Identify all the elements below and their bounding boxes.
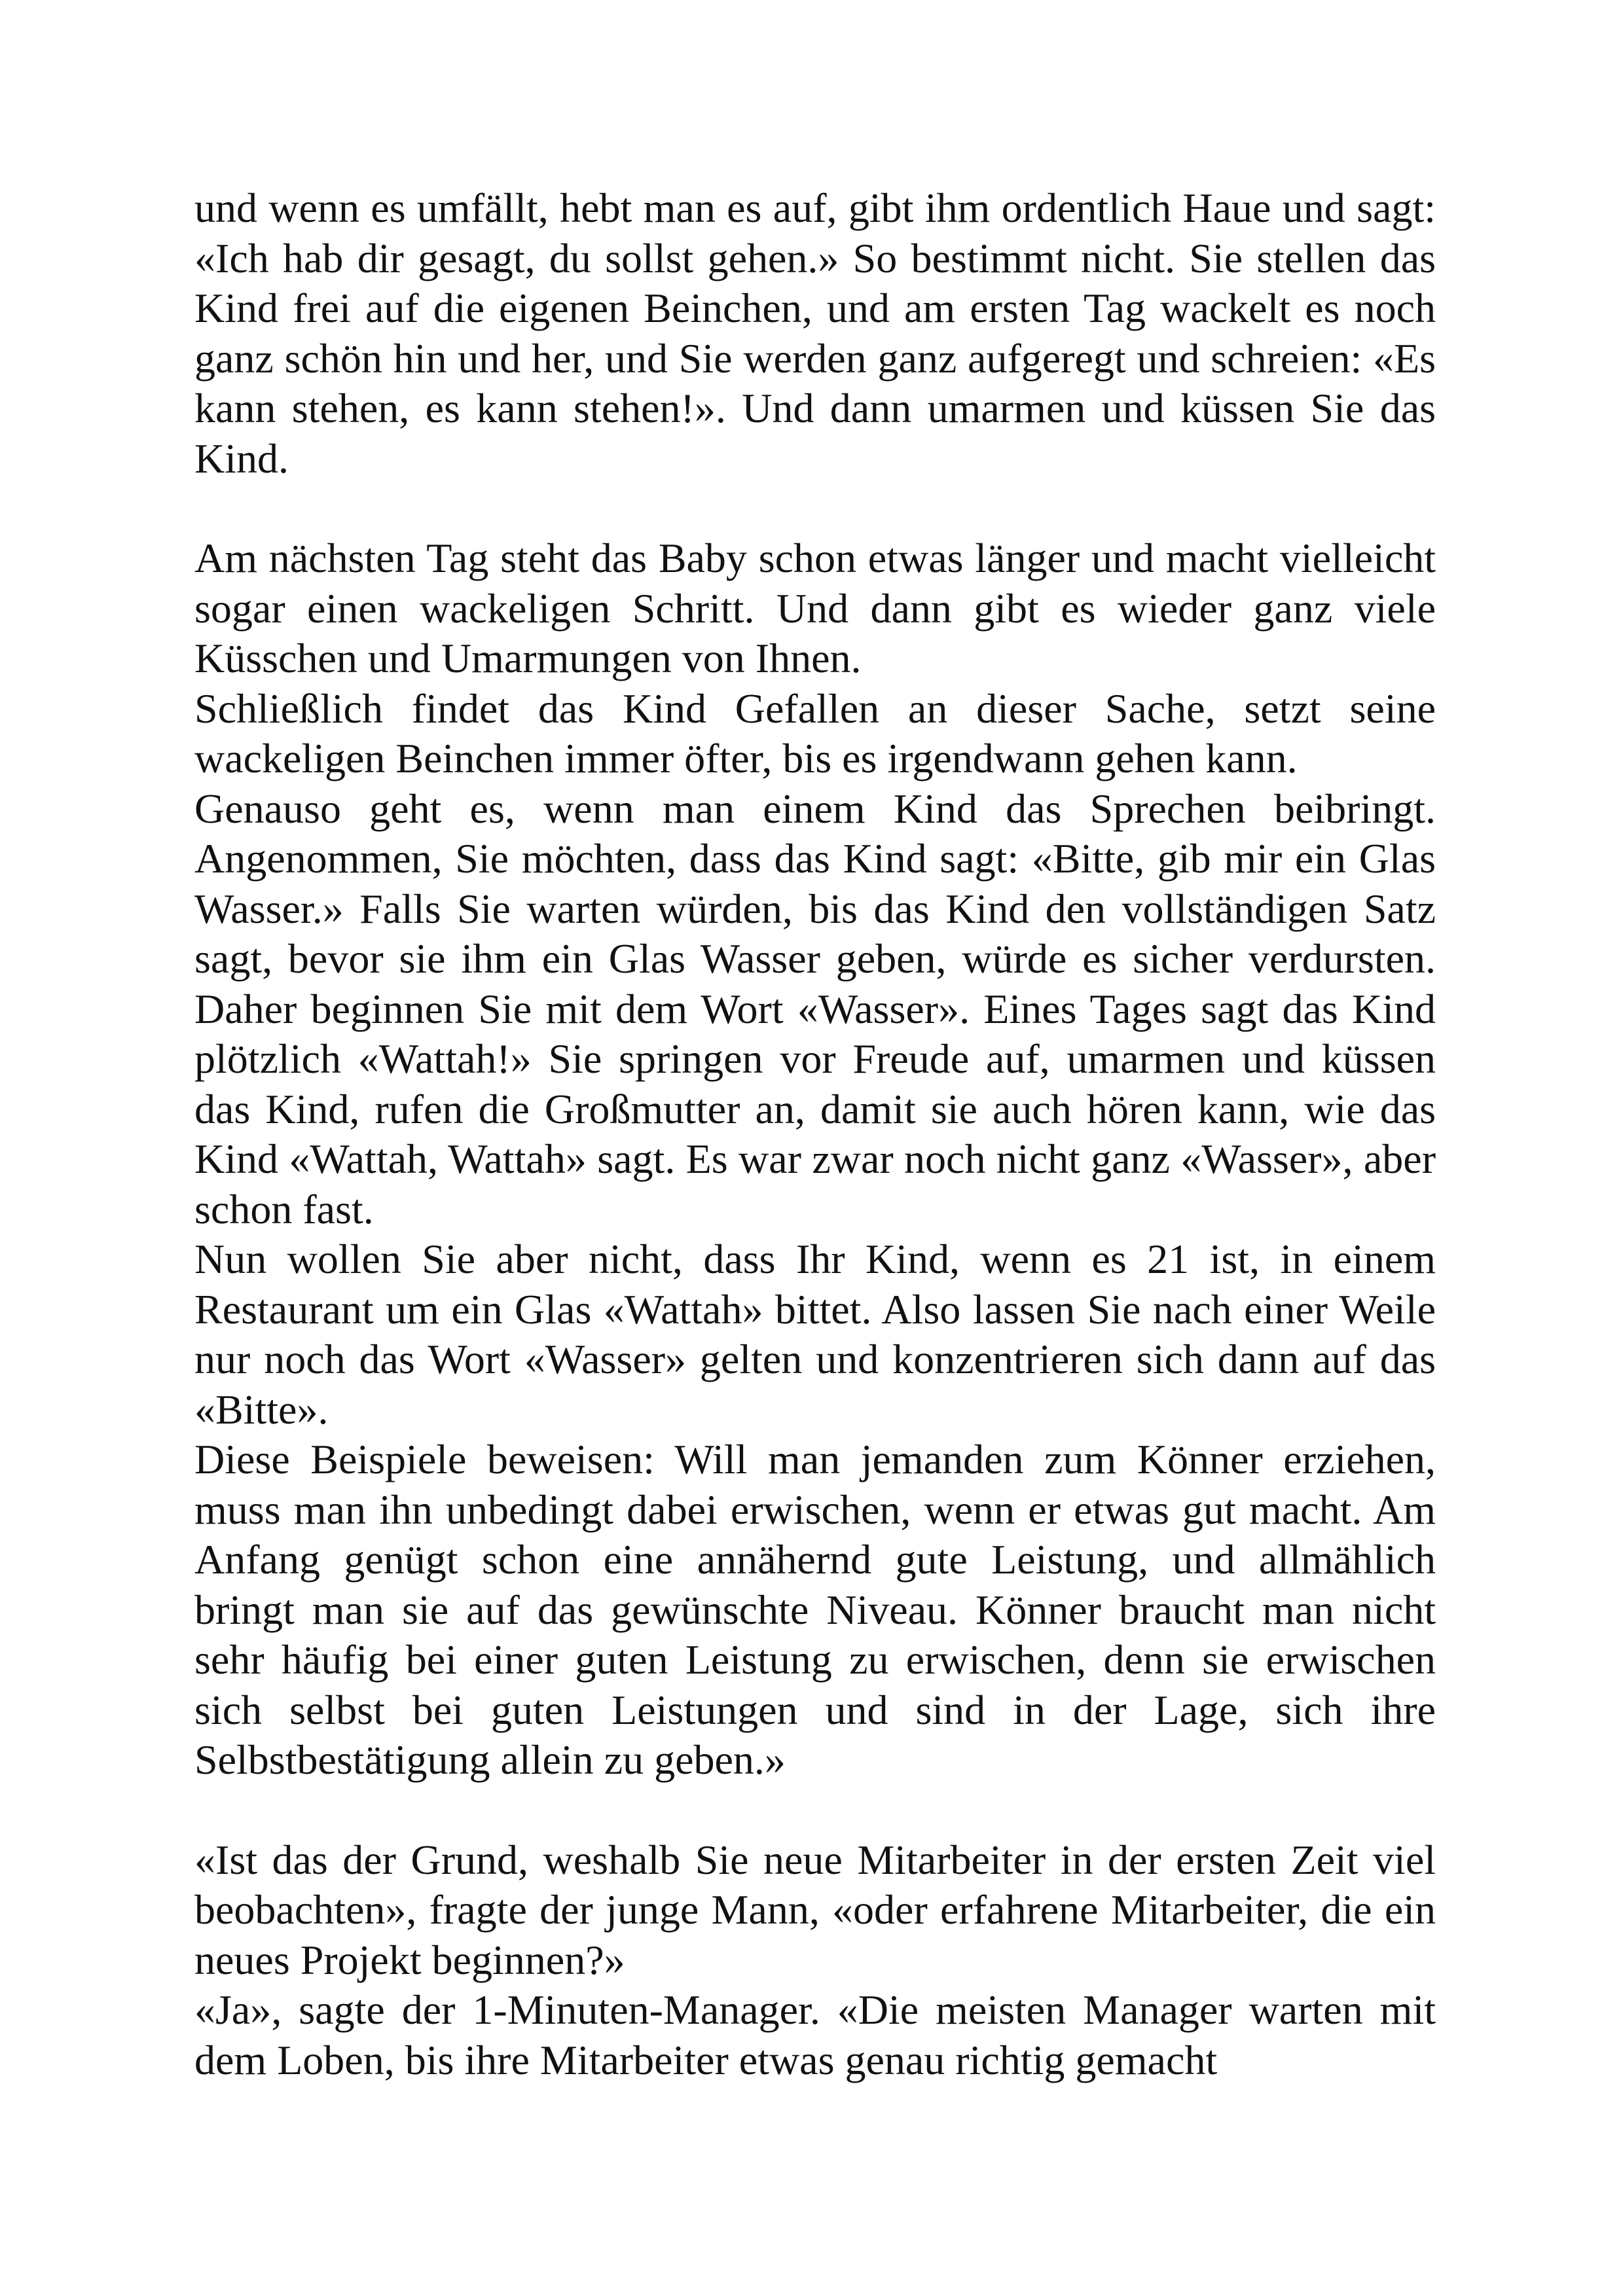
paragraph-6: Diese Beispiele beweisen: Will man jemanden zum Könner erziehen, muss man ihn unbedingt dabei erwischen, wenn er etwas gut macht. Am Anfang genügt schon eine annähernd gute Leistung, und allmählich bringt man sie auf das gewünschte Niveau. Könner braucht man nicht sehr häufig bei einer guten Leistung zu erwischen, denn sie erwischen sich selbst bei guten Leistungen und sind in der Lage, sich ihre Selbstbestätigung allein zu geben.» — [194, 1436, 1436, 1783]
paragraph-1: und wenn es umfällt, hebt man es auf, gibt ihm ordentlich Haue und sagt: «Ich hab dir gesagt, du sollst gehen.» So bestimmt nicht. Sie stellen das Kind frei auf die eigenen Beinchen, und am ersten Tag wackelt es noch ganz schön hin und her, und Sie werden ganz aufgeregt und schreien: «Es kann stehen, es kann stehen!». Und dann umarmen und küssen Sie das Kind. — [194, 185, 1436, 482]
paragraph-4: Genauso geht es, wenn man einem Kind das Sprechen beibringt. Angenommen, Sie möchten, dass das Kind sagt: «Bitte, gib mir ein Glas Wasser.» Falls Sie warten würden, bis das Kind den vollständigen Satz sagt, bevor sie ihm ein Glas Wasser geben, würde es sicher verdursten. Daher beginnen Sie mit dem Wort «Wasser». Eines Tages sagt das Kind plötzlich «Wattah!» Sie springen vor Freude auf, umarmen und küssen das Kind, rufen die Großmutter an, damit sie auch hören kann, wie das Kind «Wattah, Wattah» sagt. Es war zwar noch nicht ganz «Wasser», aber schon fast. — [194, 785, 1436, 1232]
paragraph-8: «Ja», sagte der 1-Minuten-Manager. «Die meisten Manager warten mit dem Loben, bis ihre Mitarbeiter etwas genau richtig gemacht — [194, 1986, 1436, 2083]
paragraph-3: Schließlich findet das Kind Gefallen an dieser Sache, setzt seine wackeligen Beinchen immer öfter, bis es irgendwann gehen kann. — [194, 685, 1436, 781]
document-page — [194, 183, 1436, 2085]
paragraph-2: Am nächsten Tag steht das Baby schon etwas länger und macht vielleicht sogar einen wackeligen Schritt. Und dann gibt es wieder ganz viele Küsschen und Umarmungen von Ihnen. — [194, 535, 1436, 681]
paragraph-7: «Ist das der Grund, weshalb Sie neue Mitarbeiter in der ersten Zeit viel beobachten», fragte der junge Mann, «oder erfahrene Mitarbeiter, die ein neues Projekt beginnen?» — [194, 1836, 1436, 1983]
paragraph-5: Nun wollen Sie aber nicht, dass Ihr Kind, wenn es 21 ist, in einem Restaurant um ein Glas «Wattah» bittet. Also lassen Sie nach einer Weile nur noch das Wort «Wasser» gelten und konzentrieren sich dann auf das «Bitte». — [194, 1236, 1436, 1433]
